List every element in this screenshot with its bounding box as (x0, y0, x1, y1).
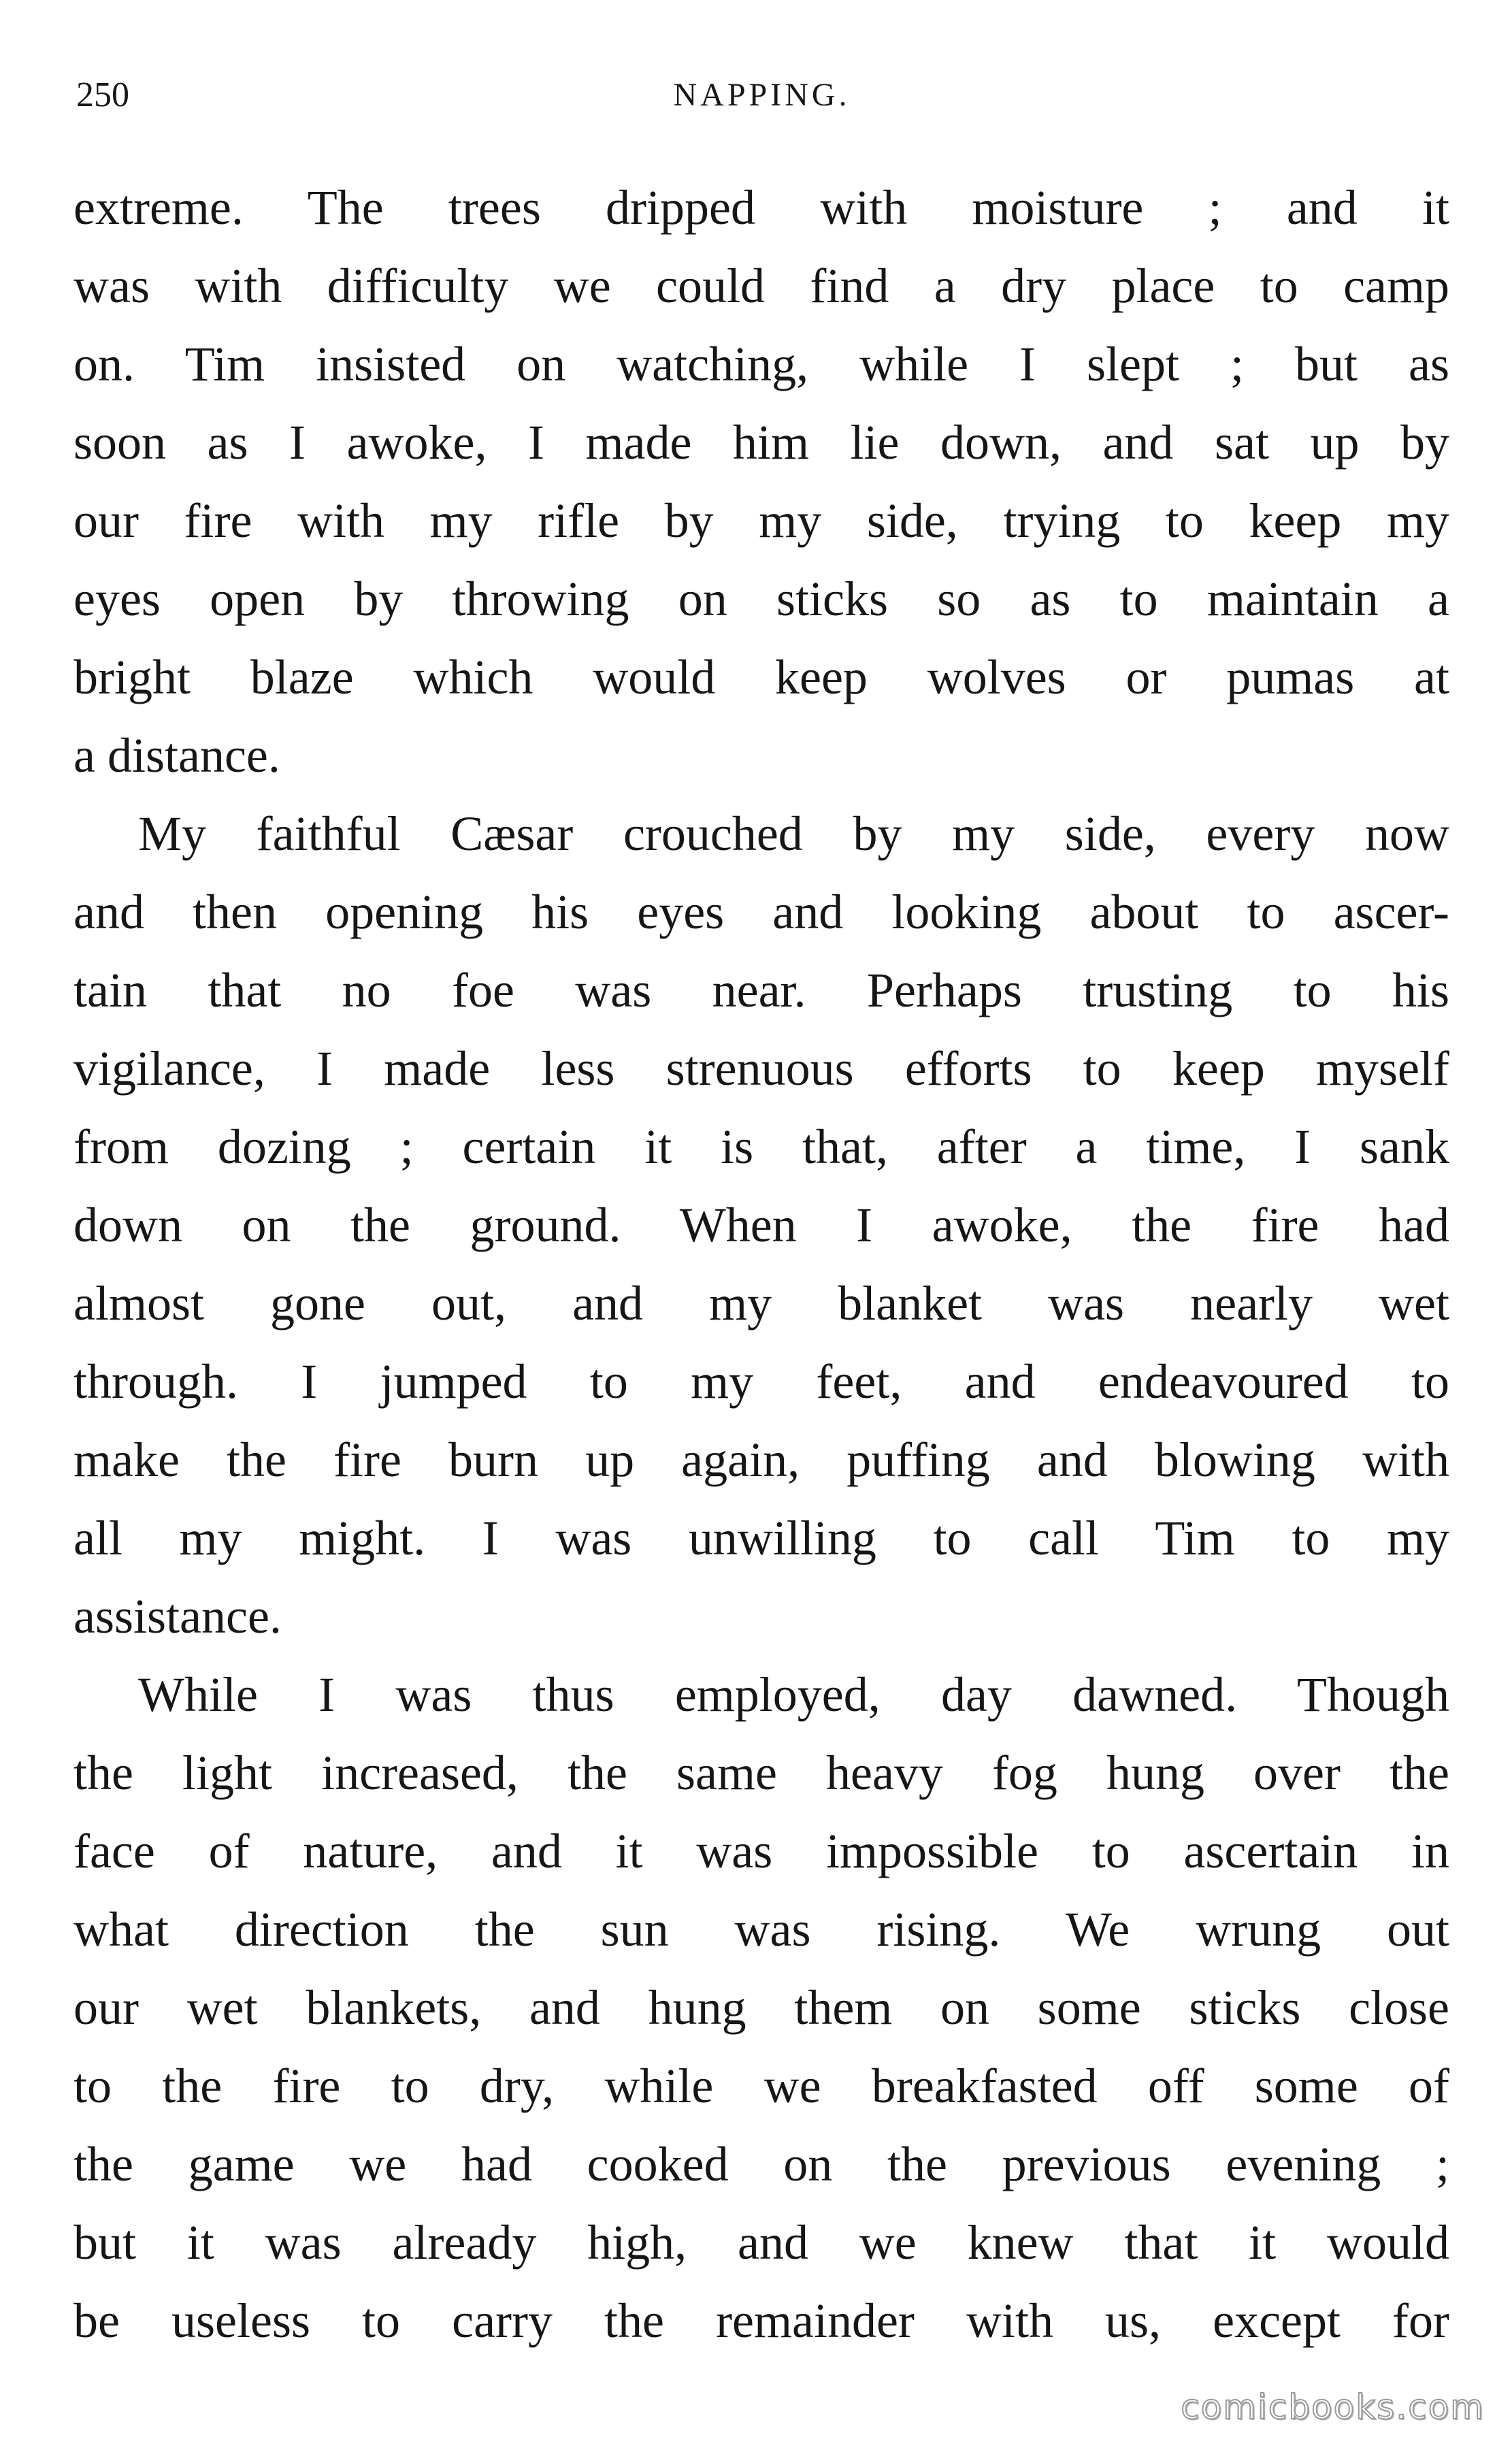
text-line: from dozing ; certain it is that, after a time, I sank (73, 1120, 1449, 1174)
paragraph (73, 1656, 1449, 2360)
text-line: all my might. I was unwilling to call Tim to my (73, 1511, 1449, 1565)
text-line: our wet blankets, and hung them on some sticks close (73, 1980, 1449, 2035)
text-line: the light increased, the same heavy fog hung over the (73, 1746, 1449, 1800)
text-line: While I was thus employed, day dawned. Though (138, 1667, 1449, 1722)
page-number: 250 (76, 76, 129, 114)
text-line: almost gone out, and my blanket was nearly wet (73, 1276, 1449, 1330)
text-line: the game we had cooked on the previous evening ; (73, 2137, 1449, 2191)
text-line: face of nature, and it was impossible to ascertain in (73, 1824, 1449, 1878)
text-line: My faithful Cæsar crouched by my side, every now (138, 806, 1449, 861)
text-line: tain that no foe was near. Perhaps trusting to his (73, 963, 1449, 1017)
text-line: and then opening his eyes and looking about to ascer- (73, 885, 1449, 939)
text-line: be useless to carry the remainder with us, except for (73, 2293, 1449, 2348)
running-head (76, 68, 1447, 122)
body-text (73, 169, 1449, 2360)
text-line: assistance. (73, 1589, 282, 1644)
text-line: to the fire to dry, while we breakfasted off some of (73, 2059, 1449, 2113)
watermark-logo: comicbooks.com (1181, 2387, 1485, 2427)
text-line: a distance. (73, 728, 280, 783)
text-line: was with difficulty we could find a dry place to camp (73, 259, 1449, 313)
paragraph (73, 169, 1449, 795)
text-line: through. I jumped to my feet, and endeavoured to (73, 1354, 1449, 1409)
text-line: on. Tim insisted on watching, while I slept ; but as (73, 337, 1449, 391)
text-line: but it was already high, and we knew that it would (73, 2215, 1449, 2270)
text-line: down on the ground. When I awoke, the fire had (73, 1198, 1449, 1252)
paragraph (73, 795, 1449, 1656)
text-line: what direction the sun was rising. We wrung out (73, 1902, 1449, 1957)
text-line: eyes open by throwing on sticks so as to maintain a (73, 572, 1449, 626)
text-line: make the fire burn up again, puffing and blowing with (73, 1433, 1449, 1487)
text-line: extreme. The trees dripped with moisture ; and it (73, 180, 1449, 235)
text-line: our fire with my rifle by my side, trying to keep my (73, 493, 1449, 548)
text-line: bright blaze which would keep wolves or pumas at (73, 650, 1449, 704)
running-title: NAPPING. (673, 77, 851, 113)
text-line: vigilance, I made less strenuous efforts to keep myself (73, 1041, 1449, 1096)
text-line: soon as I awoke, I made him lie down, and sat up by (73, 415, 1449, 470)
